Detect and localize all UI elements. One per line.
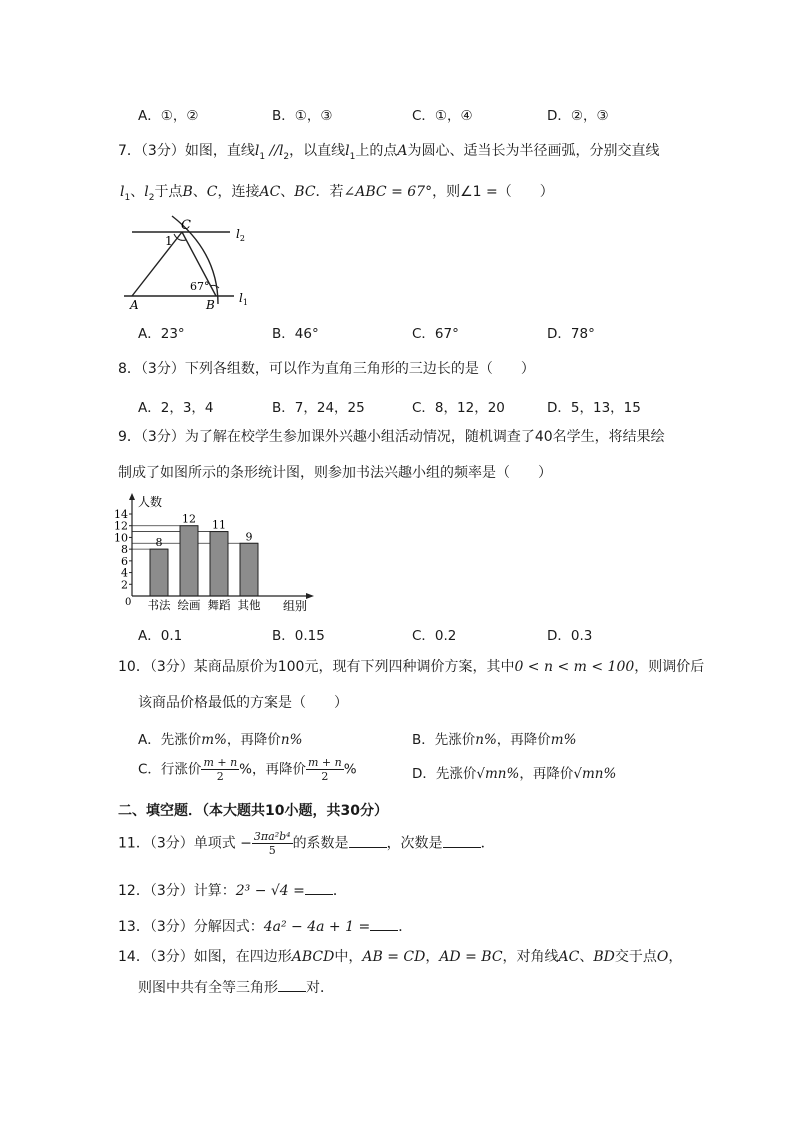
label-67: 67°: [190, 280, 210, 293]
q7-option-c: C．67°: [412, 326, 459, 342]
q10-option-c: C．行涨价 $\frac{m + n}{2}$ %，再降价 $\frac{m + n}{2}$ %: [138, 756, 357, 783]
q10-option-a: A．先涨价m%，再降价n%: [138, 732, 303, 748]
section-2-heading: 二、填空题．（本大题共10小题，共30分）: [118, 803, 388, 819]
label-B: B: [206, 298, 215, 312]
y-axis-arrow: [129, 493, 135, 500]
q9-option-a: A．0.1: [138, 628, 183, 644]
x-axis-arrow: [306, 593, 314, 599]
bar-其他: [240, 543, 258, 596]
bar-value-label: 11: [212, 518, 226, 532]
label-l2: $l_2$: [236, 227, 245, 243]
label-C: C: [181, 218, 191, 233]
q14-stem-line1: 14．（3分）如图，在四边形ABCD中，AB = CD，AD = BC，对角线AC、BD交于点O，: [118, 949, 683, 965]
x-category-label: 绘画: [177, 598, 201, 612]
origin-label: 0: [125, 597, 132, 608]
q6-option-c: C．①，④: [412, 108, 473, 124]
bar-value-label: 9: [245, 530, 253, 544]
q9-stem-line1: 9．（3分）为了解在校学生参加课外兴趣小组活动情况，随机调查了40名学生，将结果绘: [118, 429, 665, 445]
q7-option-b: B．46°: [272, 326, 319, 342]
q11: 11．（3分）单项式 − $\frac{\text{3πa²b⁴}}{5}$ 的系数是 ，次数是 ．: [118, 830, 495, 857]
y-tick-label: 2: [121, 578, 128, 592]
q13-blank[interactable]: [370, 918, 398, 931]
bar-绘画: [180, 526, 198, 596]
q7-option-a: A．23°: [138, 326, 185, 342]
q11-blank-2[interactable]: [443, 835, 481, 848]
label-A: A: [130, 298, 139, 312]
bar-舞蹈: [210, 532, 228, 596]
y-tick-label: 14: [114, 508, 128, 521]
q9-bar-chart: [116, 492, 316, 614]
q8-option-c: C．8，12，20: [412, 400, 505, 416]
segment-AC: [132, 232, 182, 296]
q7-geometry-figure: [118, 212, 258, 312]
q7-option-d: D．78°: [547, 326, 595, 342]
y-tick-label: 6: [121, 554, 128, 568]
x-category-label: 舞蹈: [207, 598, 231, 612]
q10-stem-line1: 10．（3分）某商品原价为100元，现有下列四种调价方案，其中0 < n < m < 100，则调价后: [118, 659, 705, 675]
bar-value-label: 12: [182, 512, 196, 526]
x-axis-label: 组别: [283, 599, 308, 613]
q7-stem-line1: 7．（3分）如图，直线$l_1$ $//l_2$，以直线$l_1$上的点A为圆心、适当长为半径画弧，分别交直线: [118, 143, 660, 162]
y-tick-label: 10: [114, 531, 128, 545]
y-tick-label: 8: [121, 543, 128, 557]
q8-option-d: D．5，13，15: [547, 400, 641, 416]
q12: 12．（3分）计算：2³ − √4 = ．: [118, 883, 347, 899]
bar-书法: [150, 549, 168, 596]
label-l1: $l_1$: [239, 291, 248, 307]
q13: 13．（3分）分解因式：4a² − 4a + 1 = ．: [118, 919, 413, 935]
q8-option-b: B．7，24，25: [272, 400, 365, 416]
y-tick-label: 4: [121, 566, 128, 580]
y-axis-label: 人数: [138, 495, 163, 509]
q14-blank[interactable]: [278, 979, 306, 992]
x-category-label: 其他: [237, 598, 261, 612]
y-tick-label: 12: [114, 519, 128, 533]
q10-option-b: B．先涨价n%，再降价m%: [412, 732, 577, 748]
q6-option-b: B．①，③: [272, 108, 333, 124]
q9-option-d: D．0.3: [547, 628, 593, 644]
q6-option-d: D．②，③: [547, 108, 609, 124]
q9-option-b: B．0.15: [272, 628, 325, 644]
q10-option-d: D．先涨价√mn%，再降价√mn%: [412, 766, 617, 782]
q11-blank-1[interactable]: [349, 835, 387, 848]
label-1: 1: [165, 234, 173, 248]
q8-option-a: A．2，3，4: [138, 400, 214, 416]
bar-value-label: 8: [155, 536, 163, 550]
x-category-label: 书法: [147, 598, 171, 612]
q10-stem-line2: 该商品价格最低的方案是（ ）: [138, 695, 348, 711]
q9-stem-line2: 制成了如图所示的条形统计图，则参加书法兴趣小组的频率是（ ）: [118, 465, 552, 481]
q8-stem: 8．（3分）下列各组数，可以作为直角三角形的三边长的是（ ）: [118, 361, 535, 377]
q12-blank[interactable]: [305, 882, 333, 895]
q6-option-a: A．①，②: [138, 108, 199, 124]
q9-option-c: C．0.2: [412, 628, 457, 644]
q14-stem-line2: 则图中共有全等三角形 对．: [138, 980, 334, 996]
q7-stem-line2: $l_1$、$l_2$于点B、C，连接AC、BC．若∠ABC = 67°，则∠1 =（ ）: [120, 184, 554, 203]
